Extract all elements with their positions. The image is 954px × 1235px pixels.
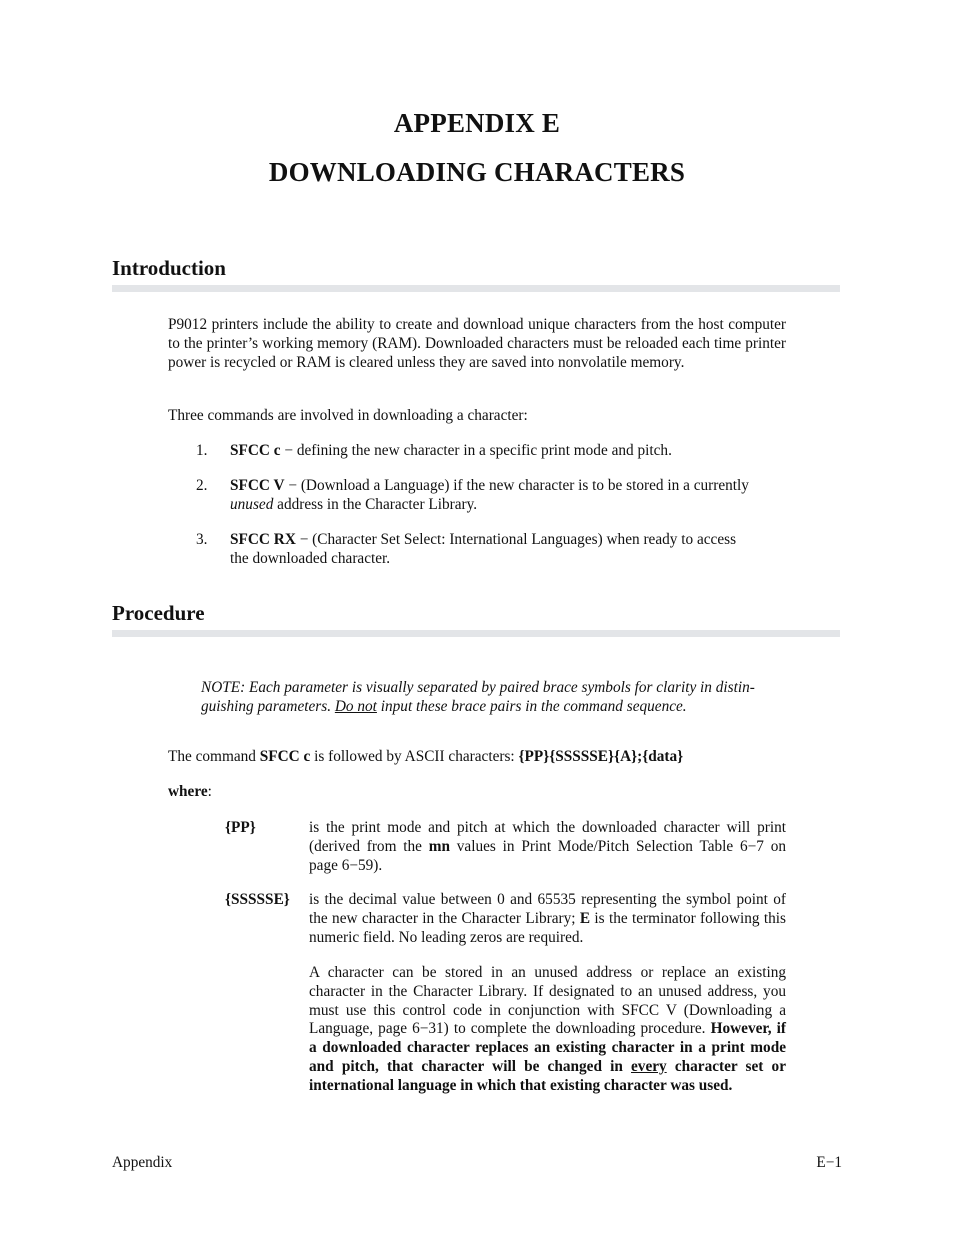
extra-text: A character can be stored in an unused address or replace an existing character in the Character Library. If designated to an unused address, you must use this control code in conjunction with SFCC V (Downloading a Language, page 6−31) to complete the downloading procedure. [309,964,786,1038]
extra-bold-underlined: every [631,1057,667,1075]
italic-word: unused [230,495,274,513]
param-text: is the terminator following this numeric field. No leading zeros are required. [309,909,787,946]
dash: − [280,442,297,459]
list-number: 3. [196,531,208,548]
param-text: is the decimal value between 0 and 65535 representing the symbol point of the new character in the Character Library; [309,891,786,927]
where-word: where [168,783,208,800]
command-line [168,748,683,767]
list-text: defining the new character in a specific print mode and pitch. [296,442,672,459]
param-term-pp: {PP} [225,819,256,836]
commands-lead: Three commands are involved in downloading a character: [168,407,528,424]
param-desc-ssssse [309,891,786,947]
command-name: SFCC c [259,748,311,765]
command-mid: is followed by ASCII characters: [310,748,519,765]
note-text: NOTE: Each parameter is visually separated by paired brace symbols for clarity in distinguishing parameters. [201,679,755,715]
param-extra-paragraph [309,964,786,1096]
list-text: address in the Character Library. [273,495,478,513]
list-text: (Character Set Select: International Languages) when ready to access the downloaded character. [230,531,737,567]
dash: − [284,477,301,494]
list-item [196,531,756,569]
note-text: input these brace pairs in the command sequence. [376,697,687,715]
procedure-divider [112,630,840,637]
where-colon: : [207,783,212,800]
appendix-subtitle: DOWNLOADING CHARACTERS [268,157,686,187]
appendix-title: APPENDIX E [393,108,561,138]
command-name: SFCC V [230,477,285,494]
command-syntax: {PP}{SSSSSE}{A};{data} [518,748,684,765]
param-term-ssssse: {SSSSSE} [225,891,290,908]
param-desc-pp [309,819,786,875]
param-bold: mn [428,837,450,855]
command-name: SFCC RX [230,531,296,548]
introduction-heading: Introduction [112,256,226,280]
extra-bold-text: character set or international language in which that existing character was used. [309,1057,786,1094]
list-item [196,477,756,515]
extra-bold-text: However, if a downloaded character replaces an existing character in a print mode and pitch, that character will be changed in [309,1020,786,1075]
page-number: E−1 [816,1154,842,1171]
param-bold: E [579,909,591,927]
command-intro: The command [168,748,260,765]
note-paragraph [201,679,761,717]
footer-section-label: Appendix [112,1154,173,1171]
where-label [168,783,212,802]
list-number: 2. [196,477,208,494]
list-text: (Download a Language) if the new character is to be stored in a currently [300,477,749,494]
procedure-heading: Procedure [112,601,205,625]
dash: − [295,531,313,548]
command-name: SFCC c [230,442,281,459]
list-item [196,442,756,461]
introduction-divider [112,285,840,292]
introduction-paragraph: P9012 printers include the ability to create and download unique characters from the host computer to the printer’s working memory (RAM). Downloaded characters must be reloaded each time printer power is recycled or RAM is cleared unless they are saved into nonvolatile memory. [168,316,786,371]
param-text: values in Print Mode/Pitch Selection Table 6−7 on page 6−59). [309,837,787,874]
list-number: 1. [196,442,208,459]
param-text: is the print mode and pitch at which the downloaded character will print (derived from the [309,819,786,855]
note-underlined: Do not [334,697,377,715]
